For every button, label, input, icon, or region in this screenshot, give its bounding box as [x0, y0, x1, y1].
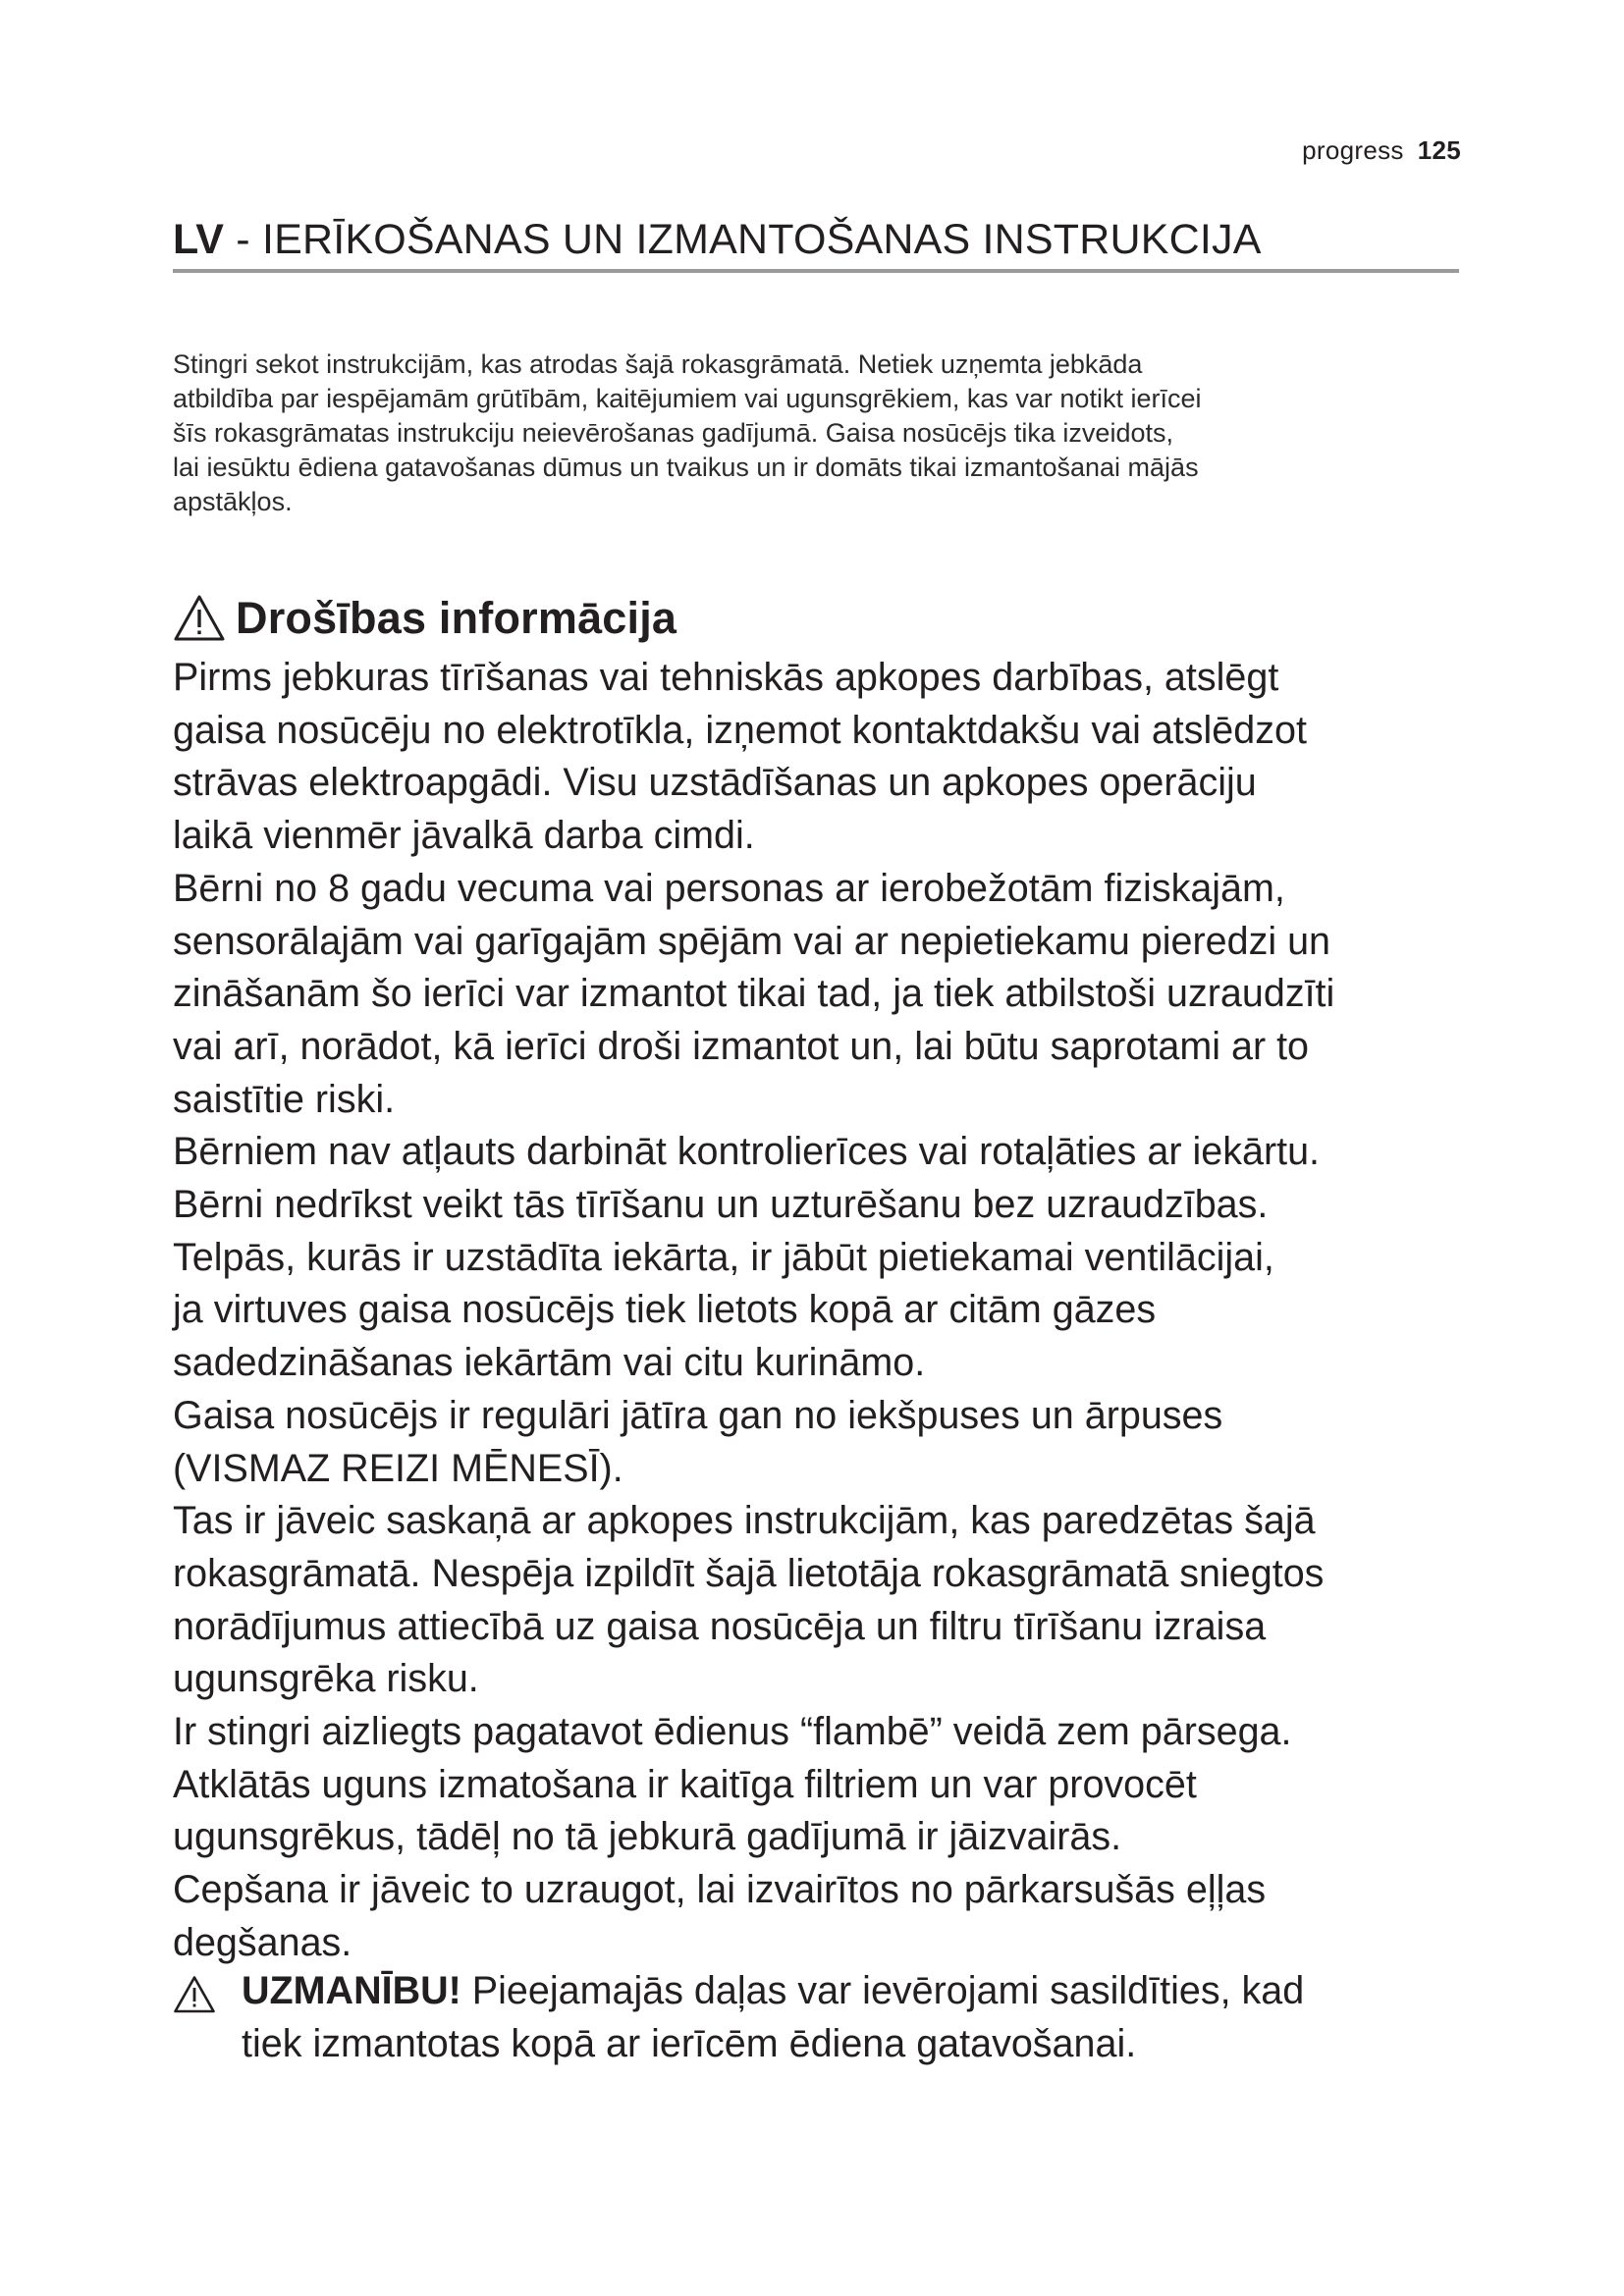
safety-body	[173, 652, 1469, 1970]
intro-line: atbildība par iespējamām grūtībām, kaitējumiem vai ugunsgrēkiem, kas var notikt ierīcei	[173, 384, 1202, 413]
intro-line: lai iesūktu ēdiena gatavošanas dūmus un tvaikus un ir domāts tikai izmantošanai mājās	[173, 453, 1199, 482]
warning-triangle-icon	[173, 1975, 216, 2014]
safety-line: saistītie riski.	[173, 1077, 396, 1121]
safety-line: Telpās, kurās ir uzstādīta iekārta, ir jābūt pietiekamai ventilācijai,	[173, 1235, 1274, 1279]
safety-line: norādījumus attiecībā uz gaisa nosūcēja un filtru tīrīšanu izraisa	[173, 1604, 1267, 1648]
page-header	[1302, 135, 1461, 166]
intro-line: Stingri sekot instrukcijām, kas atrodas šajā rokasgrāmatā. Netiek uzņemta jebkāda	[173, 349, 1143, 379]
safety-line: ja virtuves gaisa nosūcējs tiek lietots kopā ar citām gāzes	[173, 1288, 1157, 1332]
safety-line: Gaisa nosūcējs ir regulāri jātīra gan no iekšpuses un ārpuses	[173, 1393, 1223, 1437]
safety-line: rokasgrāmatā. Nespēja izpildīt šajā lietotāja rokasgrāmatā sniegtos	[173, 1551, 1325, 1595]
safety-line: Atklātās uguns izmatošana ir kaitīga filtriem un var provocēt	[173, 1762, 1197, 1806]
safety-line: sensorālajām vai garīgajām spējām vai ar nepietiekamu pieredzi un	[173, 919, 1331, 963]
safety-line: Tas ir jāveic saskaņā ar apkopes instrukcijām, kas paredzētas šajā	[173, 1499, 1316, 1543]
safety-line: Bērni no 8 gadu vecuma vai personas ar ierobežotām fiziskajām,	[173, 866, 1285, 910]
safety-line: Pirms jebkuras tīrīšanas vai tehniskās apkopes darbības, atslēgt	[173, 656, 1279, 699]
safety-heading	[173, 589, 677, 648]
safety-line: laikā vienmēr jāvalkā darba cimdi.	[173, 814, 755, 858]
safety-line: Cepšana ir jāveic to uzraugot, lai izvairītos no pārkarsušās eļļas	[173, 1868, 1267, 1912]
safety-line: Bērniem nav atļauts darbināt kontrolierīces vai rotaļāties ar iekārtu.	[173, 1130, 1321, 1174]
caution-line	[173, 1965, 1469, 2018]
title-language-code: LV	[173, 216, 225, 263]
intro-paragraph	[173, 347, 1449, 519]
intro-line: apstākļos.	[173, 487, 293, 516]
safety-line: ugunsgrēka risku.	[173, 1657, 479, 1701]
safety-line: zināšanām šo ierīci var izmantot tikai tad, ja tiek atbilstoši uzraudzīti	[173, 972, 1335, 1016]
intro-line: šīs rokasgrāmatas instrukciju neievērošanas gadījumā. Gaisa nosūcējs tika izveidots,	[173, 418, 1173, 448]
safety-heading-text: Drošības informācija	[236, 593, 677, 643]
caution-text: Pieejamajās daļas var ievērojami sasildīties, kad	[460, 1969, 1305, 2012]
safety-line: degšanas.	[173, 1920, 352, 1964]
title-divider	[173, 269, 1459, 273]
safety-line: ugunsgrēkus, tādēļ no tā jebkurā gadījumā ir jāizvairās.	[173, 1815, 1122, 1859]
safety-line: sadedzināšanas iekārtām vai citu kurināmo.	[173, 1341, 926, 1385]
safety-line: (VISMAZ REIZI MĒNESĪ).	[173, 1446, 623, 1490]
caution-notice	[173, 1965, 1469, 2070]
caution-label: UZMANĪBU!	[242, 1969, 461, 2012]
safety-line: gaisa nosūcēju no elektrotīkla, izņemot kontaktdakšu vai atslēdzot	[173, 708, 1307, 752]
safety-line: vai arī, norādot, kā ierīci droši izmantot un, lai būtu saprotami ar to	[173, 1024, 1310, 1068]
safety-line: Bērni nedrīkst veikt tās tīrīšanu un uzturēšanu bez uzraudzības.	[173, 1183, 1269, 1227]
safety-line: strāvas elektroapgādi. Visu uzstādīšanas un apkopes operāciju	[173, 761, 1257, 805]
caution-line: tiek izmantotas kopā ar ierīcēm ēdiena gatavošanai.	[242, 2021, 1137, 2065]
page-title	[173, 214, 1459, 265]
title-text: - IERĪKOŠANAS UN IZMANTOŠANAS INSTRUKCIJA	[224, 216, 1262, 263]
safety-line: Ir stingri aizliegts pagatavot ēdienus “flambē” veidā zem pārsega.	[173, 1710, 1292, 1754]
brand-name: progress	[1302, 135, 1404, 165]
warning-triangle-icon	[173, 594, 226, 643]
page-number: 125	[1417, 135, 1461, 165]
